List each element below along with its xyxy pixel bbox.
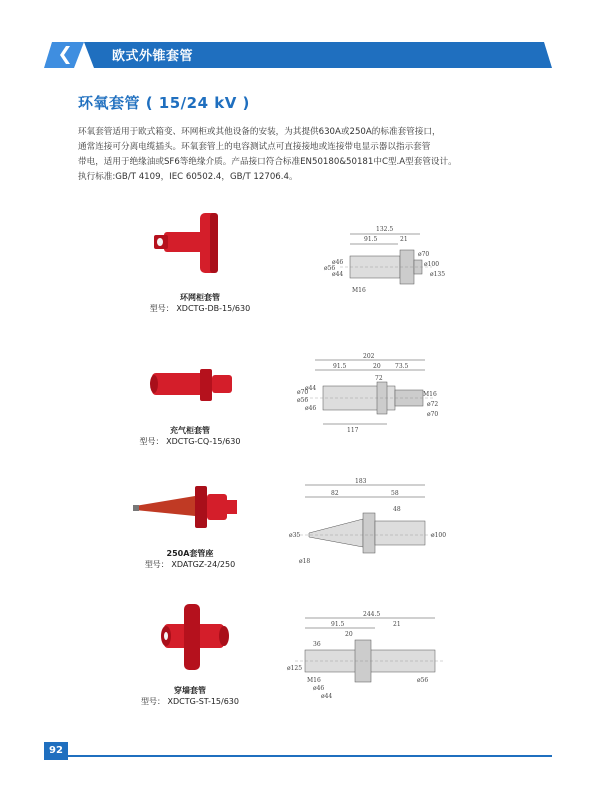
dimension-label: M16	[352, 287, 366, 294]
dimension-label: ø18	[299, 558, 311, 565]
dimension-label: 202	[363, 353, 375, 360]
dimension-label: M16	[307, 677, 321, 684]
dimension-label: 183	[355, 478, 367, 485]
dimension-label: 20	[345, 631, 353, 638]
dimension-label: ø56	[417, 677, 429, 684]
dimension-label: 91.5	[364, 236, 378, 243]
item-caption	[120, 685, 260, 707]
dimension-label: 91.5	[333, 363, 347, 370]
page-number: 92	[44, 742, 68, 760]
technical-drawing	[320, 220, 450, 300]
item-caption	[130, 292, 270, 314]
dimension-label: 48	[393, 506, 401, 513]
red-flange-bushing-icon	[140, 205, 240, 285]
description-line: 执行标准:GB/T 4109，IEC 60502.4，GB/T 12706.4。	[78, 172, 298, 182]
dimension-label: ø125	[287, 665, 303, 672]
item-name: 穿墙套管	[174, 686, 206, 695]
description-line: 环氧套管适用于欧式箱变、环网柜或其他设备的安装，为其提供630A或250A的标准套管接口，	[78, 127, 441, 137]
dimension-label: ø46	[313, 685, 325, 692]
red-gas-cabinet-bushing-icon	[140, 355, 240, 415]
footer-rule	[44, 755, 552, 757]
dimension-label: 72	[375, 375, 383, 382]
dimension-label: ø44	[332, 271, 344, 278]
item-model: 型号： XDCTG-CQ-15/630	[139, 437, 241, 446]
dimension-label: M16	[423, 391, 437, 398]
dimension-label: 36	[313, 641, 321, 648]
dimension-label: 21	[393, 621, 401, 628]
item-caption	[120, 425, 260, 447]
technical-drawing	[285, 610, 450, 705]
dimension-label: 21	[400, 236, 408, 243]
description-line: 带电，适用于绝缘油或SF6等绝缘介质。产品接口符合标准EN50180&50181中C型.A型套管设计。	[78, 157, 457, 167]
dimension-label: ø100	[424, 261, 440, 268]
section-title: 欧式外锥套管	[112, 49, 194, 64]
dimension-label: ø56	[297, 397, 309, 404]
technical-drawing	[295, 350, 445, 435]
item-model: 型号： XDCTG-DB-15/630	[149, 304, 251, 313]
dimension-label: ø46	[332, 259, 344, 266]
dimension-label: ø56	[324, 265, 336, 272]
dimension-label: 82	[331, 490, 339, 497]
dimension-label: 244.5	[363, 611, 381, 618]
item-name: 250A套管座	[166, 549, 214, 558]
dimension-label: 117	[347, 427, 359, 434]
dimension-label: ø70	[427, 411, 439, 418]
dimension-label: ø70	[418, 251, 430, 258]
dimension-label: ø44	[305, 385, 317, 392]
item-name: 环网柜套管	[180, 293, 220, 302]
dimension-label: ø44	[321, 693, 333, 700]
dimension-label: 73.5	[395, 363, 409, 370]
dimension-label: ø72	[427, 401, 439, 408]
dimension-label: ø70	[297, 389, 309, 396]
technical-drawing	[285, 475, 450, 570]
dimension-label: 91.5	[331, 621, 345, 628]
description-line: 通常连接可分离电缆插头。环氧套管上的电容测试点可直接接地或连接带电显示器以指示套管	[78, 142, 431, 152]
dimension-label: 20	[373, 363, 381, 370]
page-title: 环氧套管 ( 15/24 kV )	[78, 94, 250, 112]
dimension-label: 132.5	[376, 226, 394, 233]
dimension-label: ø46	[305, 405, 317, 412]
item-model: 型号： XDCTG-ST-15/630	[140, 697, 239, 706]
product-description	[78, 125, 528, 185]
dimension-label: ø135	[430, 271, 446, 278]
dimension-label: ø35	[289, 532, 301, 539]
red-wall-bushing-icon	[140, 598, 250, 678]
item-name: 充气柜套管	[170, 426, 210, 435]
item-caption	[120, 548, 260, 570]
dimension-label: 58	[391, 490, 399, 497]
tapered-bushing-well-icon	[125, 478, 255, 538]
item-model: 型号： XDATGZ-24/250	[144, 560, 236, 569]
dimension-label: ø100	[431, 532, 447, 539]
